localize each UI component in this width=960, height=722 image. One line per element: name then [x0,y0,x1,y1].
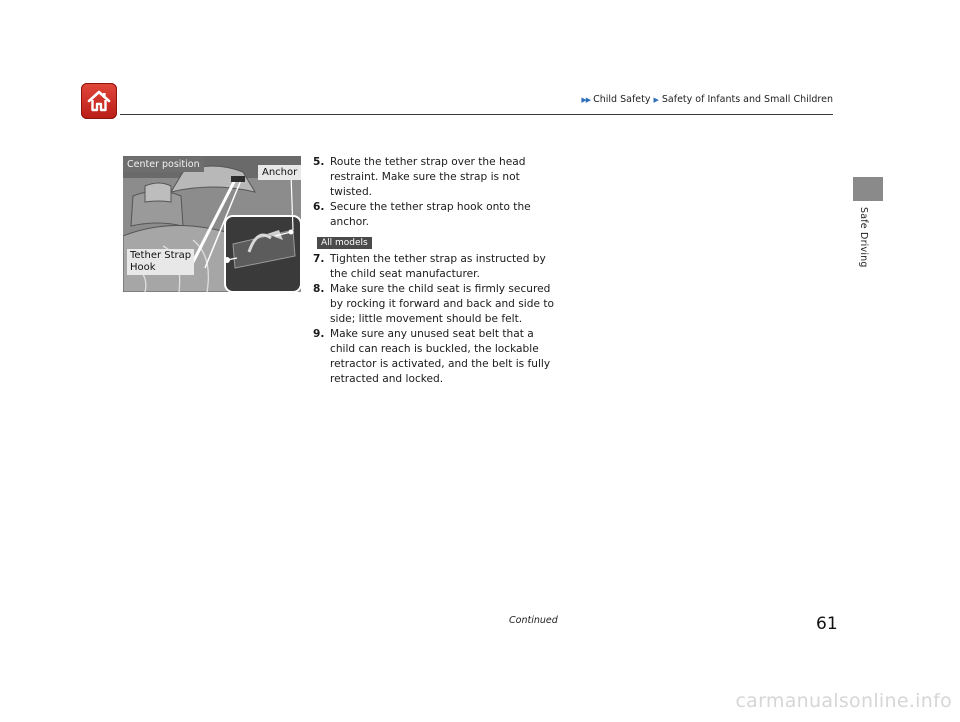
step-text: Make sure the child seat is firmly secured by rocking it forward and back and side to side; little movement should be felt. [330,283,554,325]
page-number: 61 [816,614,838,634]
step-8 [313,282,558,327]
figure-caption: Center position [123,157,204,172]
step-text: Tighten the tether strap as instructed by the child seat manufacturer. [330,253,546,280]
continued-label: Continued [509,615,558,626]
tether-callout-line1: Tether Strap [130,250,192,261]
step-6 [313,200,558,230]
step-5 [313,155,558,200]
breadcrumb-section-link[interactable]: Child Safety [593,94,651,105]
step-number: 8. [313,283,325,295]
home-button[interactable] [81,83,117,119]
breadcrumb [581,94,833,105]
tether-strap-hook-callout [127,249,194,275]
chapter-tab[interactable] [853,177,883,201]
step-text: Route the tether strap over the head restraint. Make sure the strap is not twisted. [330,156,526,198]
home-icon [86,89,112,113]
chapter-tab-label: Safe Driving [858,207,869,268]
tether-callout-line2: Hook [130,262,156,273]
step-number: 6. [313,201,325,213]
tether-strap-figure [123,156,301,292]
anchor-callout: Anchor [258,165,301,180]
watermark: carmanualsonline.info [735,690,952,712]
breadcrumb-arrows-icon: ▶▶ [581,95,591,104]
model-badge: All models [317,237,372,249]
step-number: 5. [313,156,325,168]
step-number: 7. [313,253,325,265]
breadcrumb-separator-icon: ▶ [653,95,659,104]
step-7 [313,252,558,282]
step-9 [313,327,558,387]
breadcrumb-page-link[interactable]: Safety of Infants and Small Children [661,94,833,105]
step-text: Make sure any unused seat belt that a child can reach is buckled, the lockable retractor is activated, and the belt is fully retracted and locked. [330,328,551,385]
instruction-list [313,155,558,387]
step-text: Secure the tether strap hook onto the anchor. [330,201,531,228]
header-rule [120,114,833,115]
step-number: 9. [313,328,325,340]
